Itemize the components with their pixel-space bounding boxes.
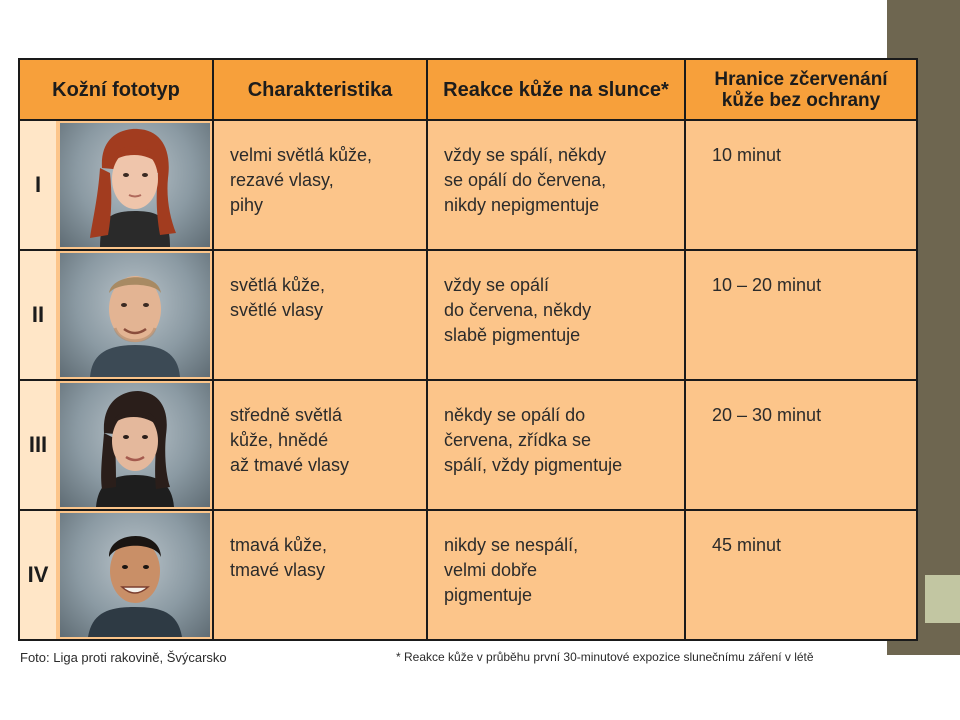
table-row [19, 120, 917, 250]
table-row [19, 380, 917, 510]
slide-accent-gap [887, 655, 960, 720]
header-reaction: Reakce kůže na slunce* [427, 59, 685, 120]
characteristic-text: světlá kůže, světlé vlasy [230, 275, 326, 320]
portrait-photo [60, 383, 210, 507]
phototype-cell [19, 380, 213, 510]
phototype-cell [19, 510, 213, 640]
reaction-cell [427, 250, 685, 380]
portrait-man-dark-hair [60, 513, 210, 637]
portrait-photo [60, 123, 210, 247]
limit-cell [685, 380, 917, 510]
portrait-photo [60, 513, 210, 637]
phototype-number: III [20, 381, 56, 509]
table-row [19, 250, 917, 380]
phototype-number: II [20, 251, 56, 379]
limit-text: 20 – 30 minut [712, 405, 822, 425]
header-characteristic: Charakteristika [213, 59, 427, 120]
header-limit [685, 59, 917, 120]
reaction-text: nikdy se nespálí, velmi dobře pigmentuje [444, 535, 579, 605]
reaction-text: vždy se spálí, někdy se opálí do červena, nikdy nepigmentuje [444, 145, 607, 215]
phototype-number: I [20, 121, 56, 249]
portrait-photo [60, 253, 210, 377]
table-row [19, 510, 917, 640]
characteristic-text: velmi světlá kůže, rezavé vlasy, pihy [230, 145, 373, 215]
reaction-text: někdy se opálí do červena, zřídka se spálí, vždy pigmentuje [444, 405, 623, 475]
limit-cell [685, 510, 917, 640]
limit-cell [685, 120, 917, 250]
limit-cell [685, 250, 917, 380]
portrait-woman-dark-hair [60, 383, 210, 507]
characteristic-cell [213, 250, 427, 380]
limit-text: 10 – 20 minut [712, 275, 822, 295]
reaction-cell [427, 510, 685, 640]
portrait-man-light-hair [60, 253, 210, 377]
skin-phototype-table [18, 58, 918, 641]
reaction-cell [427, 380, 685, 510]
portrait-woman-red-hair [60, 123, 210, 247]
photo-credit: Foto: Liga proti rakovině, Švýcarsko [20, 650, 227, 665]
header-limit-label: Hranice zčervenání kůže bez ochrany [714, 68, 888, 111]
reaction-cell [427, 120, 685, 250]
characteristic-text: středně světlá kůže, hnědé až tmavé vlasy [230, 405, 350, 475]
characteristic-text: tmavá kůže, tmavé vlasy [230, 535, 328, 580]
phototype-number: IV [20, 511, 56, 639]
limit-text: 10 minut [712, 145, 782, 165]
phototype-cell [19, 250, 213, 380]
header-phototype: Kožní fototyp [19, 59, 213, 120]
footnote: * Reakce kůže v průběhu první 30-minutové expozice slunečnímu záření v létě [396, 650, 814, 664]
phototype-cell [19, 120, 213, 250]
reaction-text: vždy se opálí do červena, někdy slabě pigmentuje [444, 275, 592, 345]
header-row [19, 59, 917, 120]
characteristic-cell [213, 380, 427, 510]
limit-text: 45 minut [712, 535, 782, 555]
characteristic-cell [213, 510, 427, 640]
slide-accent-block [925, 575, 960, 623]
characteristic-cell [213, 120, 427, 250]
